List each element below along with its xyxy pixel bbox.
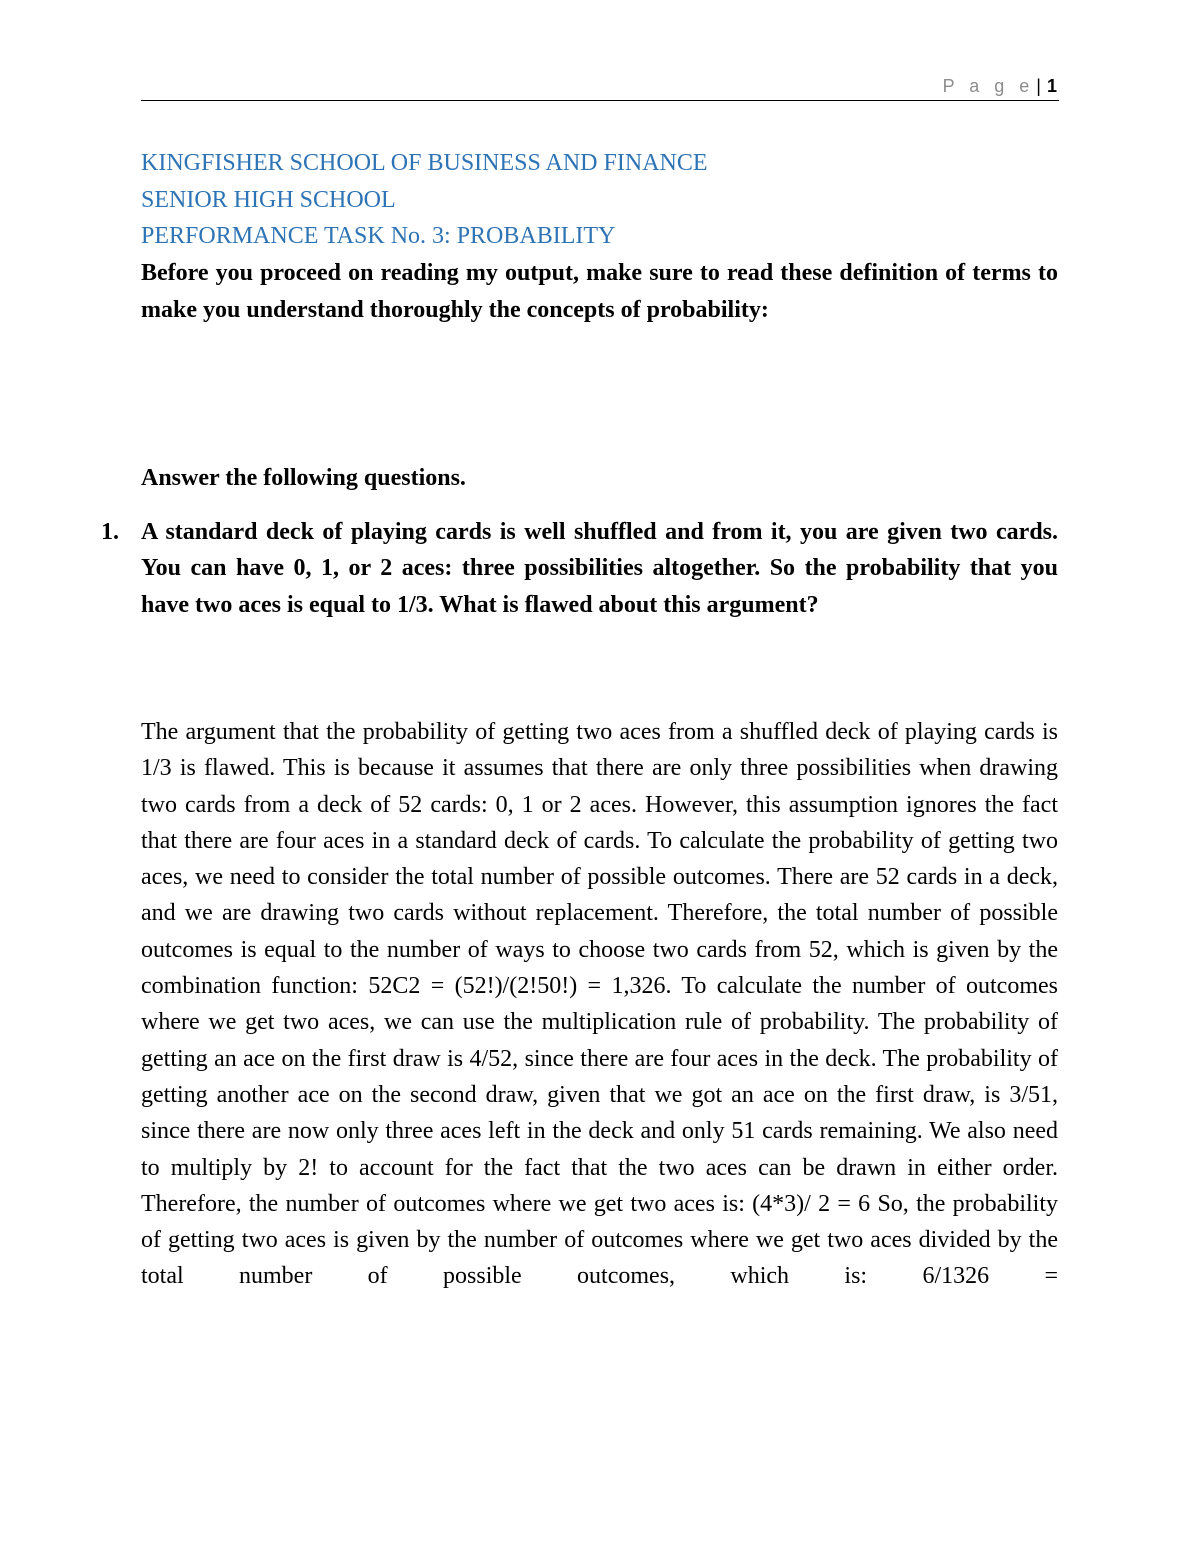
page-number [943,76,1057,96]
question-number: 1. [101,519,119,545]
intro-paragraph: Before you proceed on reading my output, make sure to read these definition of terms to make you understand thoroughly the concepts of probability: [141,259,1058,323]
question-text: A standard deck of playing cards is well shuffled and from it, you are given two cards. You can have 0, 1, or 2 aces: three possibilities altogether. So the probability that you have two aces is equal to 1/3. What is flawed about this argument? [141,519,1058,618]
page-number-value: 1 [1046,76,1057,96]
answer-paragraph: The argument that the probability of getting two aces from a shuffled deck of playing cards is 1/3 is flawed. This is because it assumes that there are only three possibilities when drawing two cards from a deck of 52 cards: 0, 1 or 2 aces. However, this assumption ignores the fact that there are four aces in a standard deck of cards. To calculate the probability of getting two aces, we need to consider the total number of possible outcomes. There are 52 cards in a deck, and we are drawing two cards without replacement. Therefore, the total number of possible outcomes is equal to the number of ways to choose two cards from 52, which is given by the combination function: 52C2 = (52!)/(2!50!) = 1,326. To calculate the number of outcomes where we get two aces, we can use the multiplication rule of probability. The probability of getting an ace on the first draw is 4/52, since there are four aces in the deck. The probability of getting another ace on the second draw, given that we got an ace on the first draw, is 3/51, since there are now only three aces left in the deck and only 51 cards remaining. We also need to multiply by 2! to account for the fact that the two aces can be drawn in either order. Therefore, the number of outcomes where we get two aces is: (4*3)/ 2 = 6 So, the probability of getting two aces is given by the number of outcomes where we get two aces divided by the total number of possible outcomes, which is: 6/1326 = [141,719,1058,1290]
school-name: KINGFISHER SCHOOL OF BUSINESS AND FINANCE [141,150,708,176]
question-item [101,514,1058,623]
page-header [141,72,1059,101]
task-title: PERFORMANCE TASK No. 3: PROBABILITY [141,223,616,249]
instructions-heading: Answer the following questions. [141,465,466,491]
page-label: P a g e [942,76,1035,96]
school-level: SENIOR HIGH SCHOOL [141,186,396,213]
document-heading [141,145,1058,329]
page-separator: | [1036,76,1041,96]
